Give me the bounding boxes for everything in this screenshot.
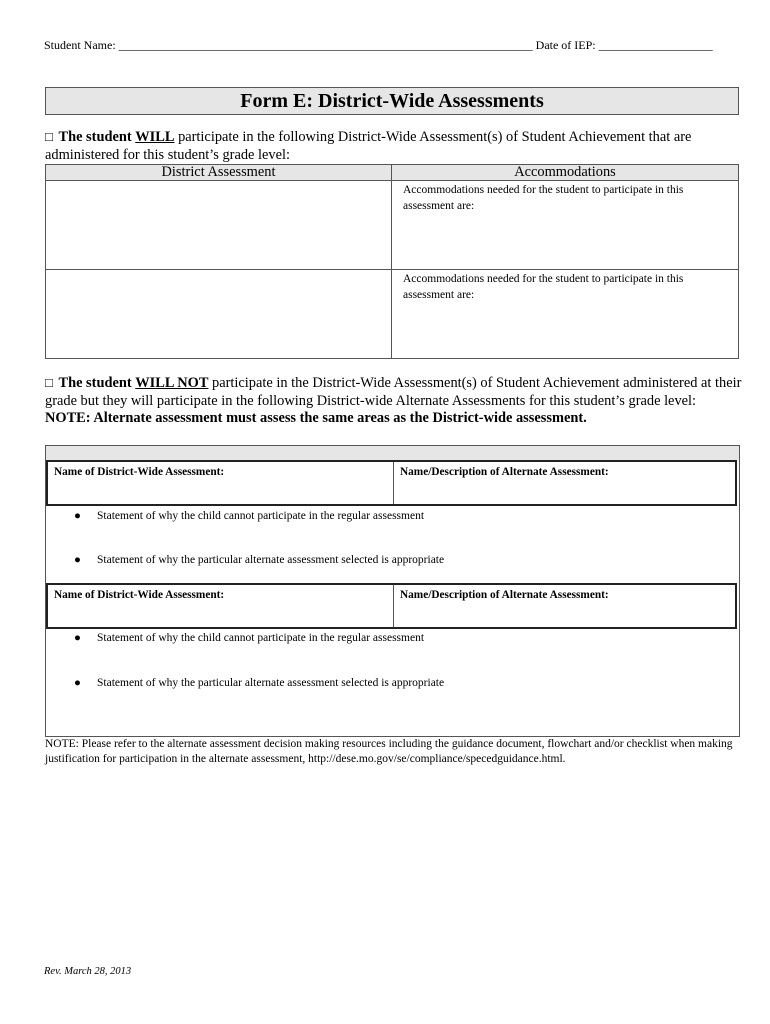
header-line (44, 38, 713, 53)
bullet-icon: ● (74, 677, 81, 689)
alternate-assessment-name-label: Name/Description of Alternate Assessment: (400, 466, 609, 478)
alternate-name-row (46, 583, 737, 629)
district-assessment-name-label: Name of District-Wide Assessment: (54, 589, 225, 601)
will-not-emphasis: WILL NOT (135, 375, 209, 391)
col-accommodations: Accommodations (392, 165, 739, 181)
alternate-header-strip (45, 445, 740, 460)
district-assessment-name-label: Name of District-Wide Assessment: (54, 466, 225, 478)
bullet-text: Statement of why the particular alternate assessment selected is appropriate (97, 677, 445, 689)
list-item[interactable] (74, 632, 424, 644)
bullet-text: Statement of why the particular alternate assessment selected is appropriate (97, 554, 445, 566)
bullet-icon: ● (74, 554, 81, 566)
list-item[interactable] (74, 554, 444, 566)
list-item[interactable] (74, 677, 444, 689)
date-of-iep-label: Date of IEP: (535, 38, 596, 52)
alternate-assessment-name-field[interactable] (394, 462, 735, 504)
district-assessment-name-field[interactable] (48, 462, 394, 504)
bullet-icon: ● (74, 510, 81, 522)
accommodations-cell[interactable]: Accommodations needed for the student to participate in this assessment are: (392, 270, 739, 359)
col-district-assessment: District Assessment (46, 165, 392, 181)
will-participate-statement (45, 128, 745, 164)
district-assessment-table (45, 164, 739, 359)
assessment-cell[interactable] (46, 181, 392, 270)
will-not-text: participate in the District-Wide Assessment(s) of Student Achievement administered at their grade but they will participate in the following District-wide Alternate Assessments for this student’s grade level: (45, 375, 742, 409)
list-item[interactable] (74, 510, 424, 522)
will-not-prefix: The student (58, 375, 132, 391)
accommodations-cell[interactable]: Accommodations needed for the student to participate in this assessment are: (392, 181, 739, 270)
bullet-icon: ● (74, 632, 81, 644)
table-row (46, 270, 739, 359)
date-of-iep-field[interactable]: ___________________ (598, 38, 713, 52)
bullet-text: Statement of why the child cannot participate in the regular assessment (97, 632, 425, 644)
will-not-participate-statement (45, 374, 745, 428)
alternate-assessment-name-field[interactable] (394, 585, 735, 627)
revision-date: Rev. March 28, 2013 (44, 966, 132, 977)
bullet-text: Statement of why the child cannot participate in the regular assessment (97, 510, 425, 522)
table-row (46, 181, 739, 270)
will-not-note: NOTE: Alternate assessment must assess the same areas as the District-wide assessment. (45, 410, 587, 426)
student-name-field[interactable]: _____________________________________________________________________ (118, 38, 533, 52)
district-assessment-name-field[interactable] (48, 585, 394, 627)
will-checkbox[interactable]: □ (45, 129, 53, 144)
student-name-label: Student Name: (44, 38, 116, 52)
page-title: Form E: District-Wide Assessments (240, 90, 544, 112)
guidance-note: NOTE: Please refer to the alternate assessment decision making resources including the guidance document, flowchart and/or checklist when making justification for participation in the alternate assessment, http://dese.mo.gov/se/compliance/specedguidance.html. (45, 738, 733, 765)
will-text: participate in the following District-Wide Assessment(s) of Student Achievement that are administered for this student’s grade level: (45, 129, 692, 163)
alternate-assessment-name-label: Name/Description of Alternate Assessment: (400, 589, 609, 601)
will-not-checkbox[interactable]: □ (45, 375, 53, 390)
form-title-box (45, 87, 739, 115)
assessment-cell[interactable] (46, 270, 392, 359)
alternate-name-row (46, 460, 737, 506)
will-prefix: The student (58, 129, 132, 145)
will-emphasis: WILL (135, 129, 175, 145)
